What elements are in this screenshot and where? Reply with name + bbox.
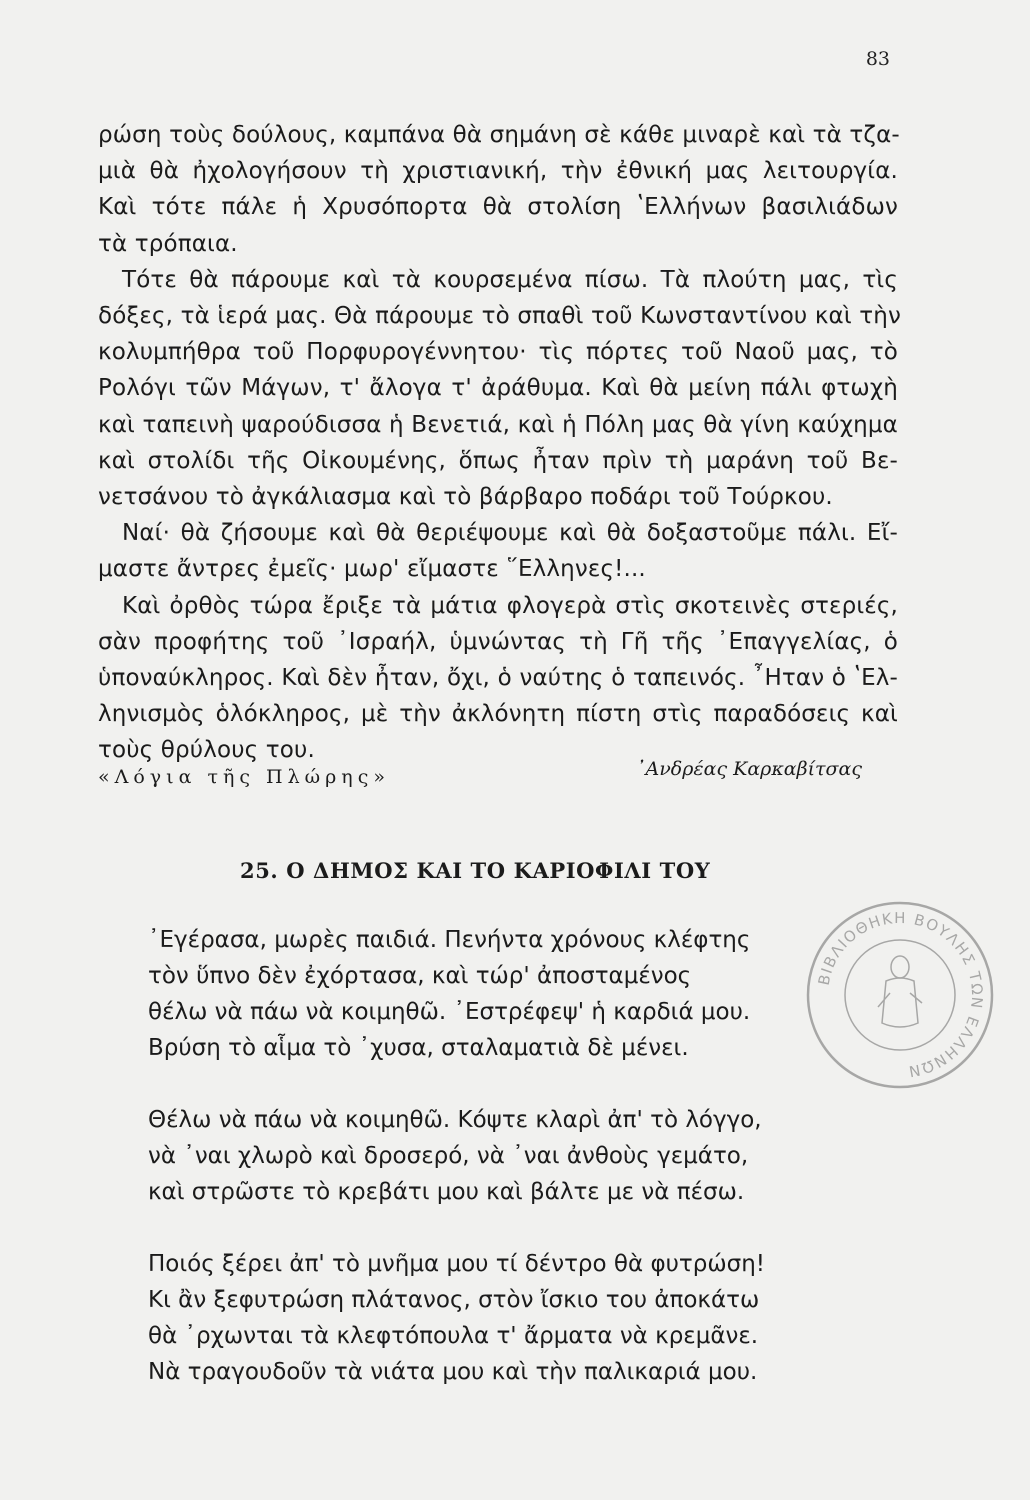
prose-line: Τότε θὰ πάρουμε καὶ τὰ κουρσεμένα πίσω. Τὰ πλούτη μας, τὶς — [122, 266, 898, 293]
prose-line: τὰ τρόπαια. — [98, 230, 238, 257]
poem-verse: νὰ ᾿ναι χλωρὸ καὶ δροσερό, νὰ ᾿ναι ἀνθοὺς γεμάτο, — [148, 1143, 749, 1169]
prose-line: τοὺς θρύλους του. — [98, 737, 315, 764]
prose-passage — [98, 117, 901, 769]
prose-line: ληνισμὸς ὁλόκληρος, μὲ τὴν ἀκλόνητη πίστη στὶς παραδόσεις καὶ — [98, 701, 898, 728]
library-seal-icon — [800, 895, 1000, 1095]
attribution — [98, 758, 898, 788]
poem-stanza — [148, 922, 765, 1066]
seal-outer-ring — [808, 903, 992, 1087]
poem — [148, 922, 765, 1426]
poem-verse: Νὰ τραγουδοῦν τὰ νιάτα μου καὶ τὴν παλικαριά μου. — [148, 1359, 758, 1385]
prose-line: μαστε ἄντρες ἐμεῖς· μωρ' εἴμαστε ῞Ελληνες!... — [98, 556, 646, 583]
section-title: 25. Ο ΔΗΜΟΣ ΚΑΙ ΤΟ ΚΑΡΙΟΦΙΛΙ ΤΟΥ — [240, 858, 711, 883]
poem-verse: ᾿Εγέρασα, μωρὲς παιδιά. Πενήντα χρόνους κλέφτης — [148, 927, 751, 953]
prose-line: μιὰ θὰ ἠχολογήσουν τὴ χριστιανική, τὴν ἐθνική μας λειτουργία. — [98, 158, 898, 185]
prose-line: Καὶ τότε πάλε ἡ Χρυσόπορτα θὰ στολίση ʽΕλλήνων βασιλιάδων — [98, 194, 898, 221]
seal-text: ΒΙΒΛΙΟΘΗΚΗ ΒΟΥΛΗΣ ΤΩΝ ΕΛΛΗΝΩΝ — [814, 908, 987, 1081]
page-number: 83 — [865, 48, 890, 70]
poem-verse: καὶ στρῶστε τὸ κρεβάτι μου καὶ βάλτε με νὰ πέσω. — [148, 1179, 745, 1205]
poem-stanza — [148, 1102, 765, 1210]
prose-line: κολυμπήθρα τοῦ Πορφυρογέννητου· τὶς πόρτες τοῦ Ναοῦ μας, τὸ — [98, 339, 898, 366]
poem-verse: Βρύση τὸ αἷμα τὸ ᾿χυσα, σταλαματιὰ δὲ μένει. — [148, 1035, 689, 1061]
poem-verse: θέλω νὰ πάω νὰ κοιμηθῶ. ᾿Εστρέφεψ' ἡ καρδιά μου. — [148, 999, 751, 1025]
author-name: ᾿Ανδρέας Καρκαβίτσας — [636, 758, 862, 780]
prose-line: δόξες, τὰ ἱερά μας. Θὰ πάρουμε τὸ σπαθὶ τοῦ Κωνσταντίνου καὶ τὴν — [98, 303, 901, 330]
seal-figure — [878, 956, 922, 1027]
prose-line: Ρολόγι τῶν Μάγων, τ' ἄλογα τ' ἀράθυμα. Καὶ θὰ μείνη πάλι φτωχὴ — [98, 375, 898, 402]
poem-verse: τὸν ὕπνο δὲν ἐχόρτασα, καὶ τώρ' ἀποσταμένος — [148, 963, 692, 989]
prose-line: Ναί· θὰ ζήσουμε καὶ θὰ θεριέψουμε καὶ θὰ δοξαστοῦμε πάλι. Εἴ- — [122, 520, 898, 547]
prose-line: Καὶ ὀρθὸς τώρα ἔριξε τὰ μάτια φλογερὰ στὶς σκοτεινὲς στεριές, — [122, 592, 898, 619]
poem-stanza — [148, 1246, 765, 1390]
prose-line: καὶ στολίδι τῆς Οἰκουμένης, ὅπως ἦταν πρὶν τὴ μαράνη τοῦ Βε- — [98, 447, 898, 474]
prose-line: νετσάνου τὸ ἀγκάλιασμα καὶ τὸ βάρβαρο ποδάρι τοῦ Τούρκου. — [98, 484, 833, 511]
poem-verse: Ποιός ξέρει ἀπ' τὸ μνῆμα μου τί δέντρο θὰ φυτρώση! — [148, 1251, 766, 1277]
prose-line: καὶ ταπεινὴ ψαρούδισσα ἡ Βενετιά, καὶ ἡ Πόλη μας θὰ γίνη καύχημα — [98, 411, 898, 438]
poem-verse: Θέλω νὰ πάω νὰ κοιμηθῶ. Κόψτε κλαρὶ ἀπ' τὸ λόγγο, — [148, 1107, 762, 1133]
prose-line: ρώση τοὺς δούλους, καμπάνα θὰ σημάνη σὲ κάθε μιναρὲ καὶ τὰ τζα- — [98, 122, 900, 148]
prose-line: σὰν προφήτης τοῦ ᾿Ισραήλ, ὑμνώντας τὴ Γῆ τῆς ᾿Επαγγελίας, ὁ — [98, 628, 898, 655]
poem-verse: θὰ ᾿ρχωνται τὰ κλεφτόπουλα τ' ἄρματα νὰ κρεμᾶνε. — [148, 1323, 759, 1349]
prose-line: ὑποναύκληρος. Καὶ δὲν ἦταν, ὄχι, ὁ ναύτης ὁ ταπεινός. ῏Ηταν ὁ ʽΕλ- — [98, 665, 898, 692]
source-title: «Λόγια τῆς Πλώρης» — [98, 766, 390, 788]
poem-verse: Κι ἂν ξεφυτρώση πλάτανος, στὸν ἴσκιο του ἀποκάτω — [148, 1287, 760, 1313]
